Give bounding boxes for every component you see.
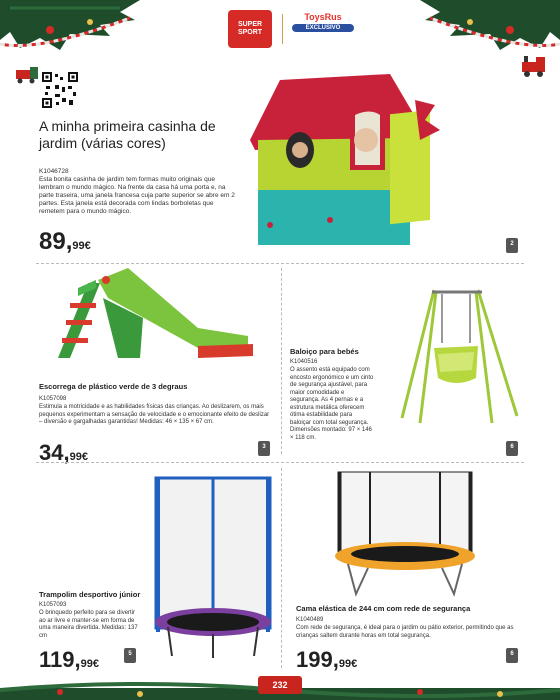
junior-trampoline-image: [148, 472, 278, 662]
price-decimal: 99€: [72, 240, 91, 252]
price-integer: 89,: [39, 228, 73, 255]
section-divider: [281, 468, 282, 668]
playhouse-image: [240, 70, 455, 250]
toy-train-icon: [14, 64, 40, 84]
product-title: Baloiço para bebés: [290, 347, 359, 356]
price-integer: 34,: [39, 440, 70, 465]
trampoline-image: [330, 468, 480, 600]
product-description: Esta bonita casinha de jardim tem formas muito originais que lembram o mundo mágico. Na frente da casa há uma porta e, na parte traseira, uma janela francesa cuja parte superior se abre em 2 partes. Esta janela está decorada com lindas borboletas que remetem para o mundo mágico.: [39, 176, 235, 215]
price-integer: 119,: [39, 647, 81, 672]
product-title: A minha primeira casinha de jardim (várias cores): [39, 118, 216, 151]
product-code: K1057098: [39, 396, 67, 402]
delivery-badge: 5: [124, 648, 136, 663]
baby-swing-image: [392, 278, 532, 428]
product-code: K1040489: [296, 617, 324, 623]
toy-train-icon: [518, 52, 548, 78]
price-integer: 199,: [296, 647, 339, 672]
delivery-badge: 3: [258, 441, 270, 456]
slide-image: [48, 258, 263, 370]
qr-code[interactable]: [42, 72, 78, 108]
product-code: K1046728: [39, 168, 69, 175]
header-garland: [0, 0, 560, 62]
pine-branch-left: [0, 0, 140, 55]
delivery-badge: 6: [506, 441, 518, 456]
section-divider: [36, 462, 524, 463]
page-number: 232: [258, 676, 302, 694]
product-title: Escorrega de plástico verde de 3 degraus: [39, 382, 188, 391]
super-sport-logo: [228, 10, 272, 48]
price-decimal: 99€: [80, 658, 99, 670]
product-description: O brinquedo perfeito para se divertir ao ar livre e manter-se em forma de uma maneira divertida. Medidas: 137 cm: [39, 610, 138, 639]
delivery-badge: 6: [506, 648, 518, 663]
logo-separator: [282, 14, 283, 44]
price-decimal: 99€: [338, 658, 358, 670]
product-code: K1057093: [39, 602, 67, 608]
logo1-text: SUPER SPORT: [237, 21, 263, 36]
delivery-badge: 2: [506, 238, 518, 253]
product-price: [39, 228, 91, 256]
pine-branch-right: [420, 0, 560, 55]
product-title: Cama elástica de 244 cm com rede de segurança: [296, 604, 471, 613]
toysrus-logo: [292, 12, 354, 46]
logo2-brand: ToysRus: [304, 12, 342, 22]
product-description: Com rede de segurança, é ideal para o jardim ou pátio exterior, permitindo que as crianças saltem durante horas em total segurança.: [296, 625, 514, 639]
product-title: Trampolim desportivo júnior: [39, 590, 141, 599]
logo2-tag: EXCLUSIVO: [292, 24, 354, 32]
product-description: Estimula a motricidade e as habilidades físicas das crianças. Ao deslizarem, os mais pequenos experimentam a sensação de velocidade e o emocionante efeito de deslizar – diversão e gargalhadas garantidas! Medidas: 46 × 135 × 67 cm.: [39, 404, 270, 425]
price-decimal: 99€: [69, 451, 88, 463]
product-code: K1040516: [290, 359, 318, 365]
section-divider: [281, 268, 282, 454]
product-description: O assento está equipado com encosto ergonómico e um cinto de segurança ajustável, para maior comodidade e segurança. As 4 pernas e a estrutura metálica oferecem ótima estabilidade para baloiçar com total segurança. Dimensões montado: 97 × 146 × 118 cm.: [290, 367, 374, 441]
